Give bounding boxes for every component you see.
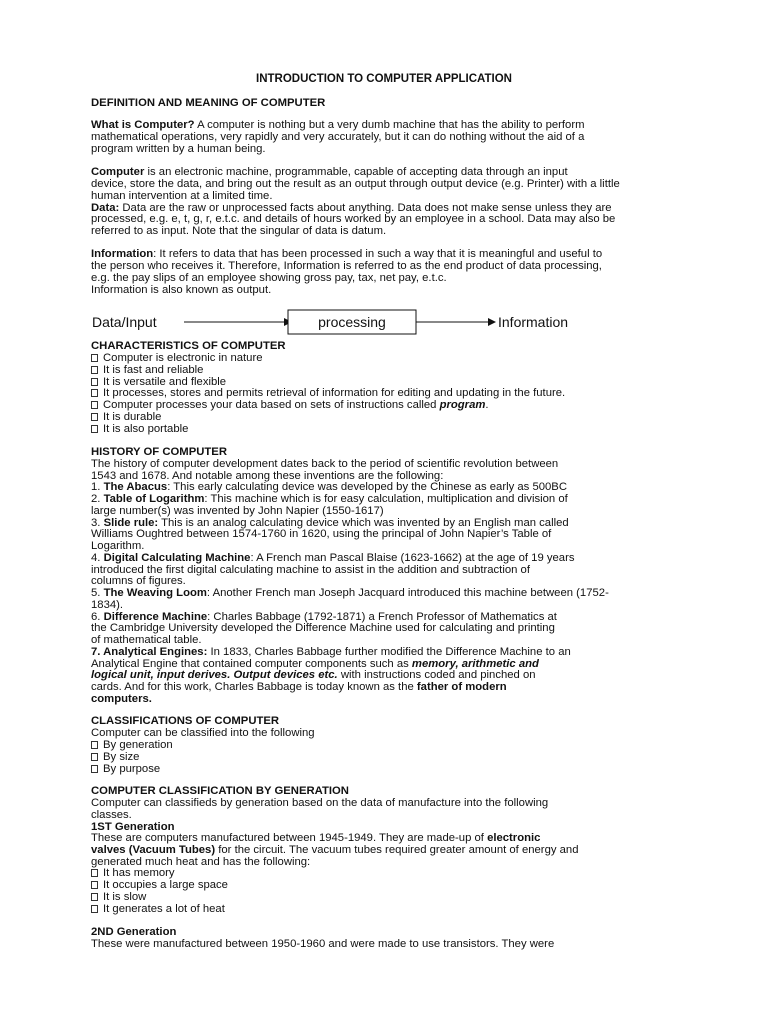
diagram-process-label: processing bbox=[318, 314, 386, 330]
item-number: 1. bbox=[91, 481, 104, 493]
list-item bbox=[91, 867, 175, 879]
text-line: classes. bbox=[91, 809, 132, 821]
text-line: the person who receives it. Therefore, Information is referred to as the end product of data processing, bbox=[91, 260, 602, 272]
history-item-analytical-engines bbox=[91, 646, 571, 658]
diagram-output-label: Information bbox=[498, 314, 569, 330]
term-computer: Computer bbox=[91, 166, 145, 178]
punctuation: . bbox=[485, 399, 489, 411]
list-item-text: By purpose bbox=[103, 763, 161, 775]
text-line bbox=[91, 681, 507, 693]
bullet-square-icon bbox=[91, 765, 98, 773]
subheading-1st-generation: 1ST Generation bbox=[91, 821, 175, 833]
text-line: columns of figures. bbox=[91, 575, 186, 587]
term-weaving-loom: The Weaving Loom bbox=[103, 587, 207, 599]
term-analytical-engines: 7. Analytical Engines: bbox=[91, 646, 208, 658]
list-item-text: It generates a lot of heat bbox=[103, 903, 225, 915]
diagram-arrowhead-2 bbox=[488, 318, 496, 326]
text-line: The history of computer development dates back to the period of scientific revolution between bbox=[91, 458, 559, 470]
text-line bbox=[91, 832, 540, 844]
text-line bbox=[91, 844, 579, 856]
term-difference-machine: Difference Machine bbox=[103, 611, 208, 623]
text-line: : Another French man Joseph Jacquard introduced this machine between (1752- bbox=[206, 587, 609, 599]
text-span: Analytical Engine that contained computer components such as bbox=[91, 658, 412, 670]
document-title: INTRODUCTION TO COMPUTER APPLICATION bbox=[256, 73, 512, 85]
text-line: : This machine which is for easy calculation, multiplication and division of bbox=[204, 493, 568, 505]
text-line: This is an analog calculating device which was invented by an English man called bbox=[158, 517, 569, 529]
text-line: introduced the first digital calculating machine to assist in the addition and subtraction of bbox=[91, 564, 530, 576]
bullet-square-icon bbox=[91, 425, 98, 433]
list-item-text: By size bbox=[103, 751, 140, 763]
term-slide-rule: Slide rule: bbox=[103, 517, 159, 529]
text-line bbox=[91, 669, 536, 681]
section-heading-definition: DEFINITION AND MEANING OF COMPUTER bbox=[91, 97, 326, 109]
text-line: processed, e.g. e, t, g, r, e.t.c. and details of hours worked by an employee in a school. Data may also be bbox=[91, 213, 616, 225]
bullet-square-icon bbox=[91, 741, 98, 749]
text-line: generated much heat and has the following: bbox=[91, 856, 311, 868]
term-data: Data: bbox=[91, 202, 120, 214]
term-what-is-computer: What is Computer? bbox=[91, 119, 195, 131]
list-item-text: It is slow bbox=[103, 891, 147, 903]
text-line: large number(s) was invented by John Napier (1550-1617) bbox=[91, 505, 384, 517]
data-processing-diagram bbox=[88, 306, 588, 338]
text-line: computers. bbox=[91, 693, 152, 705]
text-line: mathematical operations, very rapidly and very accurately, but it can do nothing without the aid of a bbox=[91, 131, 585, 143]
item-number: 4. bbox=[91, 552, 104, 564]
text-line: 1543 and 1678. And notable among these inventions are the following: bbox=[91, 470, 444, 482]
bullet-square-icon bbox=[91, 413, 98, 421]
section-heading-characteristics: CHARACTERISTICS OF COMPUTER bbox=[91, 340, 286, 352]
bullet-square-icon bbox=[91, 893, 98, 901]
text-line: : It refers to data that has been processed in such a way that it is meaningful and useful to bbox=[153, 248, 603, 260]
bullet-square-icon bbox=[91, 366, 98, 374]
item-number: 6. bbox=[91, 611, 104, 623]
text-span: These are computers manufactured between 1945-1949. They are made-up of bbox=[91, 832, 488, 844]
list-item bbox=[91, 739, 173, 751]
list-item-text: Computer processes your data based on sets of instructions called bbox=[103, 399, 440, 411]
history-item-abacus bbox=[91, 481, 567, 493]
text-line: In 1833, Charles Babbage further modified the Difference Machine to an bbox=[207, 646, 571, 658]
history-item-digital-calculating bbox=[91, 552, 575, 564]
bullet-square-icon bbox=[91, 881, 98, 889]
list-item-text: It is durable bbox=[103, 411, 162, 423]
text-line: These were manufactured between 1950-1960 and were made to use transistors. They were bbox=[91, 938, 555, 950]
text-line: Williams Oughtred between 1574-1760 in 1620, using the principal of John Napier’s Table of bbox=[91, 528, 552, 540]
list-item-text: It is versatile and flexible bbox=[103, 376, 227, 388]
emphasis-text: logical unit, input derives. Output devices etc. bbox=[91, 669, 338, 681]
diagram-input-label: Data/Input bbox=[92, 314, 157, 330]
text-line: of mathematical table. bbox=[91, 634, 202, 646]
list-item-text: By generation bbox=[103, 739, 173, 751]
term-digital-calculating: Digital Calculating Machine bbox=[103, 552, 251, 564]
list-item bbox=[91, 423, 188, 435]
section-heading-classifications: CLASSIFICATIONS OF COMPUTER bbox=[91, 715, 280, 727]
text-line: Logarithm. bbox=[91, 540, 145, 552]
bullet-square-icon bbox=[91, 354, 98, 362]
text-span: with instructions coded and pinched on bbox=[337, 669, 536, 681]
text-line: e.g. the pay slips of an employee showing gross pay, tax, net pay, e.t.c. bbox=[91, 272, 447, 284]
section-heading-generation: COMPUTER CLASSIFICATION BY GENERATION bbox=[91, 785, 349, 797]
text-line: : Charles Babbage (1792-1871) a French Professor of Mathematics at bbox=[207, 611, 557, 623]
text-line: is an electronic machine, programmable, capable of accepting data through an input bbox=[144, 166, 568, 178]
text-line: referred to as input. Note that the singular of data is datum. bbox=[91, 225, 387, 237]
text-line: Computer can classifieds by generation based on the data of manufacture into the following bbox=[91, 797, 549, 809]
list-item bbox=[91, 387, 565, 399]
text-line: 1834). bbox=[91, 599, 124, 611]
bullet-square-icon bbox=[91, 905, 98, 913]
list-item bbox=[91, 763, 160, 775]
list-item bbox=[91, 364, 203, 376]
item-number: 2. bbox=[91, 493, 104, 505]
term-abacus: The Abacus bbox=[103, 481, 168, 493]
text-line: : This early calculating device was developed by the Chinese as early as 500BC bbox=[167, 481, 567, 493]
text-line: Computer can be classified into the following bbox=[91, 727, 315, 739]
section-heading-history: HISTORY OF COMPUTER bbox=[91, 446, 227, 458]
list-item-text: It processes, stores and permits retrieval of information for editing and updating in the future. bbox=[103, 387, 566, 399]
paragraph-computer bbox=[91, 166, 568, 178]
list-item bbox=[91, 891, 146, 903]
paragraph-information bbox=[91, 248, 602, 260]
text-line: A computer is nothing but a very dumb machine that has the ability to perform bbox=[194, 119, 585, 131]
text-span: cards. And for this work, Charles Babbage is today known as the bbox=[91, 681, 417, 693]
bullet-square-icon bbox=[91, 869, 98, 877]
list-item-text: Computer is electronic in nature bbox=[103, 352, 263, 364]
term-program: program bbox=[439, 399, 486, 411]
list-item bbox=[91, 411, 161, 423]
list-item-text: It occupies a large space bbox=[103, 879, 228, 891]
text-span: for the circuit. The vacuum tubes required greater amount of energy and bbox=[215, 844, 579, 856]
text-line: the Cambridge University developed the Difference Machine used for calculating and printing bbox=[91, 622, 555, 634]
emphasis-text: electronic bbox=[487, 832, 541, 844]
bullet-square-icon bbox=[91, 378, 98, 386]
item-number: 5. bbox=[91, 587, 104, 599]
bullet-square-icon bbox=[91, 389, 98, 397]
term-information: Information bbox=[91, 248, 154, 260]
text-line: device, store the data, and bring out the result as an output through output device (e.g. Printer) with a little bbox=[91, 178, 620, 190]
list-item-text: It is also portable bbox=[103, 423, 189, 435]
text-line: : A French man Pascal Blaise (1623-1662) at the age of 19 years bbox=[250, 552, 575, 564]
list-item bbox=[91, 879, 228, 891]
list-item bbox=[91, 399, 489, 411]
text-line: program written by a human being. bbox=[91, 143, 266, 155]
history-item-weaving-loom bbox=[91, 587, 609, 599]
emphasis-text: valves (Vacuum Tubes) bbox=[91, 844, 216, 856]
text-line: Data are the raw or unprocessed facts about anything. Data does not make sense unless they are bbox=[119, 202, 612, 214]
list-item bbox=[91, 352, 263, 364]
list-item bbox=[91, 903, 225, 915]
paragraph-what-is-computer bbox=[91, 119, 585, 131]
list-item-text: It has memory bbox=[103, 867, 175, 879]
emphasis-text: father of modern bbox=[416, 681, 507, 693]
list-item bbox=[91, 751, 139, 763]
item-number: 3. bbox=[91, 517, 104, 529]
term-logarithm: Table of Logarithm bbox=[103, 493, 205, 505]
bullet-square-icon bbox=[91, 401, 98, 409]
subheading-2nd-generation: 2ND Generation bbox=[91, 926, 177, 938]
text-line: human intervention at a limited time. bbox=[91, 190, 273, 202]
list-item-text: It is fast and reliable bbox=[103, 364, 204, 376]
emphasis-text: memory, arithmetic and bbox=[411, 658, 539, 670]
bullet-square-icon bbox=[91, 753, 98, 761]
text-line: Information is also known as output. bbox=[91, 284, 272, 296]
history-item-logarithm bbox=[91, 493, 568, 505]
